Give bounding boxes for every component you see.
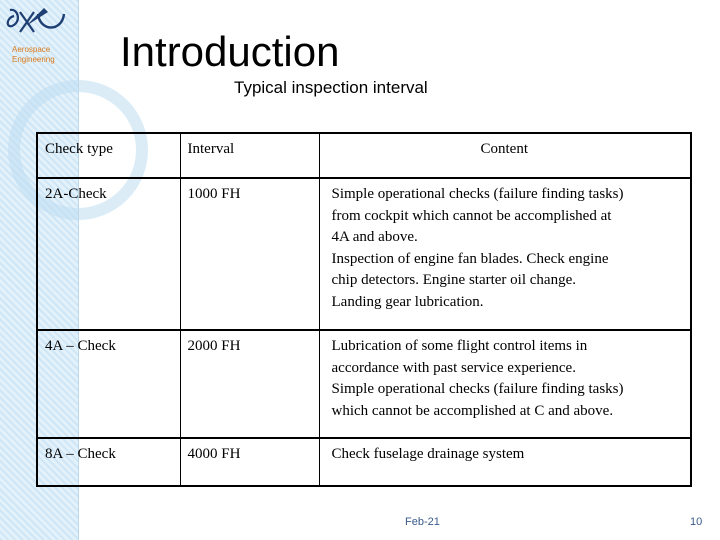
- header-interval: Interval: [180, 133, 319, 178]
- cell-interval: 2000 FH: [180, 330, 319, 438]
- table-header-row: [37, 133, 691, 178]
- table-row: [37, 438, 691, 486]
- table-row: [37, 178, 691, 330]
- content-line: Simple operational checks (failure finding tasks): [331, 381, 624, 397]
- content-line: Lubrication of some flight control items in: [331, 338, 588, 354]
- inspection-interval-table: [36, 132, 692, 487]
- cell-interval: 1000 FH: [180, 178, 319, 330]
- logo-line-aerospace: Aerospace: [12, 45, 51, 54]
- slide-title: Introduction: [120, 28, 340, 75]
- logo-text: [12, 45, 82, 65]
- cell-check-type: 4A – Check: [37, 330, 180, 438]
- header-check-type: Check type: [37, 133, 180, 178]
- footer-date: Feb-21: [405, 516, 440, 528]
- content-line: Simple operational checks (failure finding tasks): [331, 186, 624, 202]
- cell-content: [319, 178, 691, 330]
- content-line: 4A and above.: [331, 229, 418, 245]
- cell-check-type: 8A – Check: [37, 438, 180, 486]
- logo-line-engineering: Engineering: [12, 55, 55, 64]
- cell-check-type: 2A-Check: [37, 178, 180, 330]
- content-line: Inspection of engine fan blades. Check engine: [331, 250, 609, 267]
- page-number: 10: [690, 516, 703, 528]
- slide-subtitle: Typical inspection interval: [234, 78, 428, 97]
- content-line: which cannot be accomplished at C and above.: [331, 402, 614, 419]
- content-line: accordance with past service experience.: [331, 359, 576, 376]
- table-row: [37, 330, 691, 438]
- cell-content: [319, 438, 691, 486]
- content-line: Check fuselage drainage system: [331, 446, 525, 462]
- content-line: Landing gear lubrication.: [331, 293, 484, 310]
- header-content: Content: [319, 133, 691, 178]
- content-line: chip detectors. Engine starter oil change.: [331, 272, 576, 288]
- content-line: from cockpit which cannot be accomplished at: [331, 207, 612, 224]
- aerospace-logo-icon: [4, 4, 76, 44]
- cell-interval: 4000 FH: [180, 438, 319, 486]
- cell-content: [319, 330, 691, 438]
